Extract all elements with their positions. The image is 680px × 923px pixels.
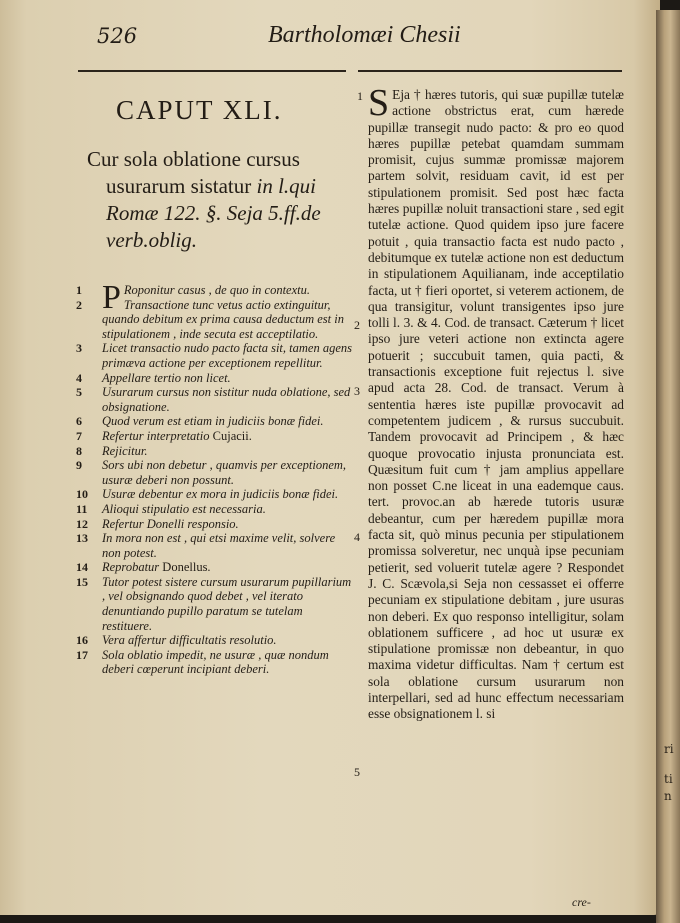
summary-text: Appellare tertio non licet. [102, 370, 231, 385]
summary-item [76, 298, 352, 342]
summary-text: Usurarum cursus non sistitur nuda oblatione, sed obsignatione. [102, 385, 351, 414]
catchword: cre- [572, 895, 591, 909]
summary-text: In mora non est , qui etsi maxime velit, solvere non potest. [102, 531, 336, 560]
summary-item [76, 414, 352, 429]
summary-item [76, 279, 352, 316]
summary-text: Refertur interpretatio [102, 428, 210, 443]
summary-item [76, 531, 352, 560]
summary-text: Alioqui stipulatio est necessaria. [102, 501, 266, 516]
summary-text: Sola oblatio impedit, ne usuræ , quæ nondum deberi cœperunt incipiant deberi. [102, 647, 329, 677]
summary-number: 4 [76, 370, 82, 385]
summary-text: Vera affertur difficultatis resolutio. [102, 633, 277, 648]
running-title: Bartholomæi Chesii [268, 22, 461, 48]
summary-number: 8 [76, 443, 82, 458]
summary-item [76, 487, 352, 502]
summary-item [76, 458, 352, 487]
summary-number: 13 [76, 531, 88, 546]
drop-cap: S [368, 82, 390, 124]
summary-number: 10 [76, 487, 88, 502]
chapter-heading: CAPUT XLI. [116, 95, 283, 125]
summary-roman: Cujacii. [212, 428, 252, 443]
summary-text: Sors ubi non debetur , quamvis per exceptionem, usuræ deberi non possunt. [102, 458, 347, 487]
summary-item [76, 648, 352, 677]
summary-text: Usuræ debentur ex mora in judiciis bonæ fidei. [102, 487, 339, 502]
edge-fragment: ri [664, 742, 674, 756]
summary-number: 6 [76, 414, 82, 429]
summary-number: 1 [76, 283, 82, 297]
summary-number: 2 [76, 297, 82, 312]
margin-number: 1 [357, 89, 363, 103]
summary-text: Quod verum est etiam in judiciis bonæ fidei. [102, 414, 324, 429]
header-rule-right [358, 70, 622, 72]
summary-text: Reprobatur [102, 560, 160, 575]
summary-number: 14 [76, 560, 88, 575]
edge-fragment: ti [664, 772, 673, 786]
summary-number: 5 [76, 385, 82, 400]
summary-number: 11 [76, 501, 88, 516]
summary-text: Licet transactio nudo pacto facta sit, tamen agens primæva actione per exceptionem repellitur. [102, 341, 352, 370]
summary-text: Refertur Donelli responsio. [102, 516, 239, 531]
summary-item [76, 371, 352, 386]
chapter-summary [76, 279, 352, 677]
summary-item [76, 341, 352, 370]
margin-number: 2 [354, 318, 360, 332]
summary-item [76, 517, 352, 532]
rubric-line-4: verb.oblig. [106, 228, 197, 252]
main-text-column [368, 82, 624, 723]
rubric-line-1: Cur sola oblatione cursus [87, 147, 300, 171]
chapter-rubric [87, 146, 349, 254]
summary-number: 7 [76, 428, 82, 443]
summary-text: Roponitur casus , de quo in contextu. [123, 283, 311, 297]
summary-roman: Donellus. [162, 560, 211, 575]
summary-text: Transactione tunc vetus actio extinguitur, quando debitum ex prima causa deductum est in stipulationem , inde secuta est acceptilatio. [102, 297, 344, 341]
edge-fragment: n [664, 789, 672, 803]
margin-number: 4 [354, 530, 360, 544]
summary-number: 12 [76, 516, 88, 531]
summary-item [76, 385, 352, 414]
next-page-edge [656, 10, 680, 923]
rubric-line-2: usurarum sistatur in l.qui [106, 174, 316, 198]
margin-number: 5 [354, 765, 360, 779]
margin-number: 3 [354, 384, 360, 398]
summary-item [76, 444, 352, 459]
summary-item [76, 633, 352, 648]
summary-drop-cap: P [102, 279, 121, 316]
summary-text: Rejicitur. [102, 443, 148, 458]
summary-number: 17 [76, 647, 88, 662]
summary-text: Tutor potest sistere cursum usurarum pupillarium , vel obsignando quod debet , vel iterato denuntiando pupillo paratum se tutelam restituere. [102, 574, 352, 633]
summary-number: 9 [76, 458, 82, 473]
summary-number: 15 [76, 574, 88, 589]
summary-item [76, 575, 352, 633]
summary-number: 3 [76, 341, 82, 356]
main-paragraph: S Eja † hæres tutoris, qui suæ pupillæ tutelæ actione obstrictus erat, cum hærede pupillæ transegit nudo pacto: & pro eo quod hæres pupillæ petebat quamdam summam promisit, cujus summæ promissæ majorem partem solvit, residuam cavit, id est per stipulationem promisit. Sed post hæc facta hæres pupillæ noluit transactioni stare , sed egit tutelæ actione. Quod quidem ipso jure facere potuit , quia transactio facta est nudo pacto , debitumque ex tutelæ actione non est deductum in stipulationem Aquilianam, inde acceptilatio facta, ut † fieri oportet, si veterem actionem, de qua transigitur, volunt transigentes ipso jure tolli l. 3. & 4. Cod. de transact. Cæterum † licet ipso jure veteri actione non extincta agere potuerit ; succubuit tamen, quia pacti, & transactionis exceptione fuit rejectus l. sive apud acta 28. Cod. de transact. Verum à sententia hæres iste pupillæ provocavit ad competentem judicem , & rursus succubuit. Tandem provocavit ad Principem , & hæc quoque provocatio injusta pronunciata est. Quæsitum fuit cum † jam amplius appellare non posset C.ne liceat in una eademque caus. tert. provoc.an ab hærede tutoris usuræ debeantur, cum per hæredem pupillæ mora facta sit, quò minus pecunia per stipulationem promissa solveretur, nec unquà ipse pecuniam petierit, sed voluerit tutelæ agere ? Respondet J. C. Scævola,si Seja non cessasset ei offerre pecuniam ex stipulatione debitam , jure usuras non deberi. Ex quo responso intelligitur, solam oblationem sufficere , ad hoc ut usuræ ex stipulatione promissæ non debeantur, in quo maxima videtur difficultas. Nam † certum est sola oblatione cursum usurarum non interpellari, sed ad hunc effectum necessariam esse obsignationem l. si [368, 82, 624, 722]
page-number: 526 [97, 24, 138, 48]
header-rule-left [78, 70, 346, 72]
summary-item [76, 502, 352, 517]
summary-item [76, 560, 352, 575]
summary-number: 16 [76, 633, 88, 648]
summary-item [76, 429, 352, 444]
rubric-line-3: Romæ 122. §. Seja 5.ff.de [106, 201, 321, 225]
